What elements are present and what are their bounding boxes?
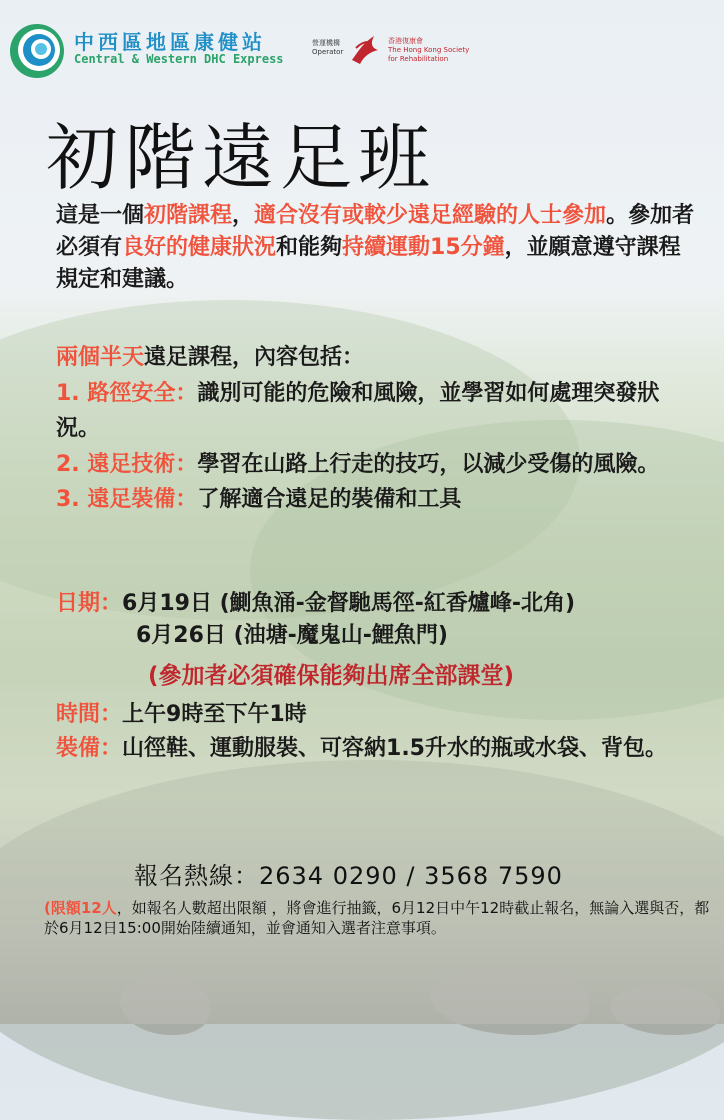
- org-name-zh: 中西區地區康健站: [74, 30, 266, 54]
- equipment-label: 裝備：: [56, 736, 123, 761]
- date-row: [56, 620, 716, 652]
- course-item: [56, 376, 696, 447]
- intro-paragraph: [56, 200, 696, 296]
- hksr-logo-icon: [348, 30, 382, 66]
- intro-highlight: 初階課程: [144, 203, 233, 228]
- intro-highlight: 適合沒有或較少遠足經驗的人士參加: [254, 203, 607, 228]
- time-row: [56, 698, 696, 732]
- intro-text: 這是一個: [56, 203, 145, 228]
- quota-highlight: 限額12人: [50, 899, 117, 917]
- registration-hotline: 報名熱線：2634 0290 / 3568 7590: [134, 862, 563, 890]
- course-item-heading: 2. 遠足技術：: [56, 451, 198, 477]
- dhc-logo-icon: [8, 22, 66, 80]
- intro-highlight: 持續運動15分鐘: [342, 235, 505, 260]
- intro-text: ，: [232, 203, 255, 228]
- time-label: 時間：: [56, 702, 123, 727]
- hksr-name-zh: 香港復康會: [388, 37, 423, 45]
- course-lead: [56, 340, 696, 376]
- operator-label-zh: 營運機構: [312, 39, 340, 47]
- date-value: 6月26日 (油塘-魔鬼山-鯉魚門): [136, 623, 448, 648]
- date-value: 6月19日 (鰂魚涌-金督馳馬徑-紅香爐峰-北角): [122, 591, 576, 616]
- intro-highlight: 良好的健康狀況: [122, 235, 277, 260]
- date-row: [56, 588, 716, 620]
- intro-text: 。參加者必須有: [56, 203, 695, 260]
- attendance-notice: (參加者必須確保能夠出席全部課堂): [148, 663, 515, 689]
- course-item-text: 學習在山路上行走的技巧，以減少受傷的風險。: [197, 451, 660, 477]
- course-lead-highlight: 兩個半天: [56, 345, 145, 370]
- registration-notes: [44, 898, 712, 938]
- notes-bracket: (: [44, 899, 51, 917]
- course-item: [56, 482, 696, 518]
- date-label: 日期：: [56, 591, 123, 616]
- intro-text: 和能夠: [276, 235, 343, 260]
- page-title: 初階遠足班: [46, 116, 437, 200]
- course-item-text: 識別可能的危險和風險，並學習如何處理突發狀況。: [56, 380, 660, 441]
- hksr-name-en: for Rehabilitation: [388, 55, 449, 63]
- course-item-text: 了解適合遠足的裝備和工具: [197, 487, 462, 512]
- hksr-name-en: The Hong Kong Society: [388, 46, 470, 54]
- course-item-heading: 1. 路徑安全：: [56, 380, 198, 406]
- notes-text: ，如報名人數超出限額 ，將會進行抽籤，6月12日中午12時截止報名，無論入選與否，都於6月12日15:00開始陸續通知，並會通知入選者注意事項。: [44, 899, 710, 937]
- course-item: [56, 447, 696, 483]
- operator-label-en: Operator: [312, 48, 344, 56]
- equipment-row: [56, 732, 696, 766]
- course-lead-text: 遠足課程，內容包括：: [144, 345, 365, 370]
- time-equipment: [56, 698, 696, 766]
- course-item-heading: 3. 遠足裝備：: [56, 487, 198, 512]
- equipment-value: 山徑鞋、運動服裝、可容納1.5升水的瓶或水袋、背包。: [122, 736, 667, 761]
- course-list: [56, 340, 696, 518]
- org-name-en: Central & Western DHC Express: [74, 52, 284, 66]
- intro-text: ，並願意遵守課程規定和建議。: [56, 235, 681, 292]
- schedule-dates: [56, 588, 716, 652]
- time-value: 上午9時至下午1時: [122, 702, 307, 727]
